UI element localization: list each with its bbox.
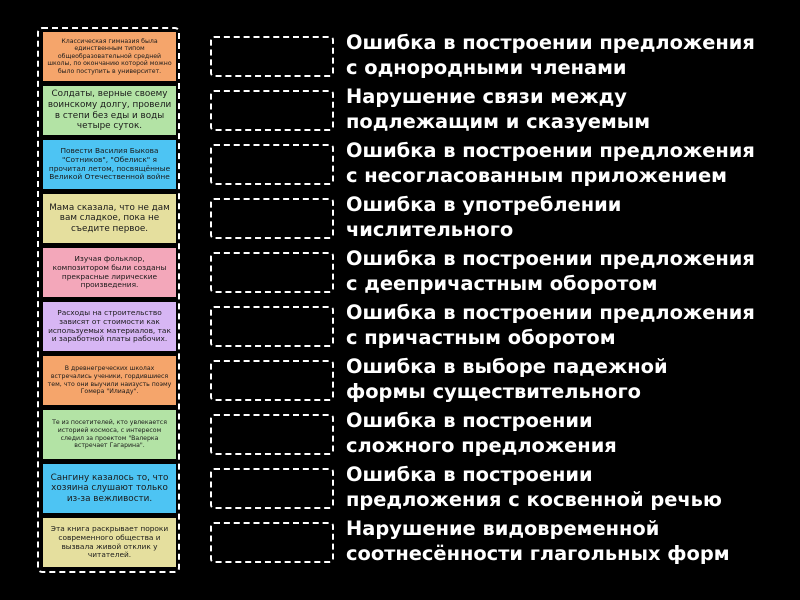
target-label-line: подлежащим и сказуемым [346,110,651,133]
drop-slot-2[interactable] [210,90,334,131]
answer-card-10[interactable]: Эта книга раскрывает пороки современного общества и вызвала живой отклик у читателей. [43,518,176,567]
target-label-line: Ошибка в построении [346,409,593,432]
target-label-7 [346,354,786,404]
target-label-line: числительного [346,218,514,241]
drop-slot-5[interactable] [210,252,334,293]
answer-card-1[interactable]: Классическая гимназия была единственным типом общеобразовательной средней школы, по окончанию которой можно было поступить в университет. [43,32,176,81]
target-label-line: с однородными членами [346,56,627,79]
target-label-line: сложного предложения [346,434,617,457]
target-label-line: Ошибка в выборе падежной [346,355,668,378]
target-label-3 [346,138,786,188]
answer-card-6[interactable]: Расходы на строительство зависят от стоимости как используемых материалов, так и заработной платы рабочих. [43,302,176,351]
target-label-6 [346,300,786,350]
drop-slot-8[interactable] [210,414,334,455]
target-label-line: Ошибка в построении предложения [346,247,755,270]
answer-card-4[interactable]: Мама сказала, что не дам вам сладкое, пока не съедите первое. [43,194,176,243]
drop-slot-9[interactable] [210,468,334,509]
target-label-line: Нарушение видовременной [346,517,660,540]
drop-slot-1[interactable] [210,36,334,77]
answer-card-2[interactable]: Солдаты, верные своему воинскому долгу, провели в степи без еды и воды четыре суток. [43,86,176,135]
target-label-line: с причастным оборотом [346,326,616,349]
target-label-8 [346,408,786,458]
target-label-line: Ошибка в построении [346,463,593,486]
target-label-line: Ошибка в построении предложения [346,31,755,54]
answer-card-7[interactable]: В древнегреческих школах встречались ученики, гордившиеся тем, что они выучили наизусть поэму Гомера "Илиаду". [43,356,176,405]
target-label-9 [346,462,786,512]
target-label-line: с деепричастным оборотом [346,272,658,295]
target-label-10 [346,516,786,566]
target-label-2 [346,84,786,134]
drop-slot-6[interactable] [210,306,334,347]
answer-card-5[interactable]: Изучая фольклор, композитором были созданы прекрасные лирические произведения. [43,248,176,297]
target-label-line: Ошибка в построении предложения [346,139,755,162]
target-label-line: формы существительного [346,380,641,403]
drop-slot-7[interactable] [210,360,334,401]
target-label-4 [346,192,786,242]
answer-card-8[interactable]: Те из посетителей, кто увлекается историей космоса, с интересом следил за проектом "Валерка встречает Гагарина". [43,410,176,459]
target-label-line: Нарушение связи между [346,85,627,108]
drop-slot-3[interactable] [210,144,334,185]
target-label-line: Ошибка в употреблении [346,193,622,216]
answer-card-3[interactable]: Повести Василия Быкова "Сотников", "Обелиск" я прочитал летом, посвящённые Великой Отечественной войне [43,140,176,189]
answer-card-9[interactable]: Сангину казалось то, что хозяина слушают только из-за вежливости. [43,464,176,513]
target-label-line: предложения с косвенной речью [346,488,722,511]
drop-slot-10[interactable] [210,522,334,563]
target-label-1 [346,30,786,80]
target-label-line: Ошибка в построении предложения [346,301,755,324]
drop-slot-4[interactable] [210,198,334,239]
target-label-line: с несогласованным приложением [346,164,727,187]
target-label-line: соотнесённости глагольных форм [346,542,730,565]
target-label-5 [346,246,786,296]
